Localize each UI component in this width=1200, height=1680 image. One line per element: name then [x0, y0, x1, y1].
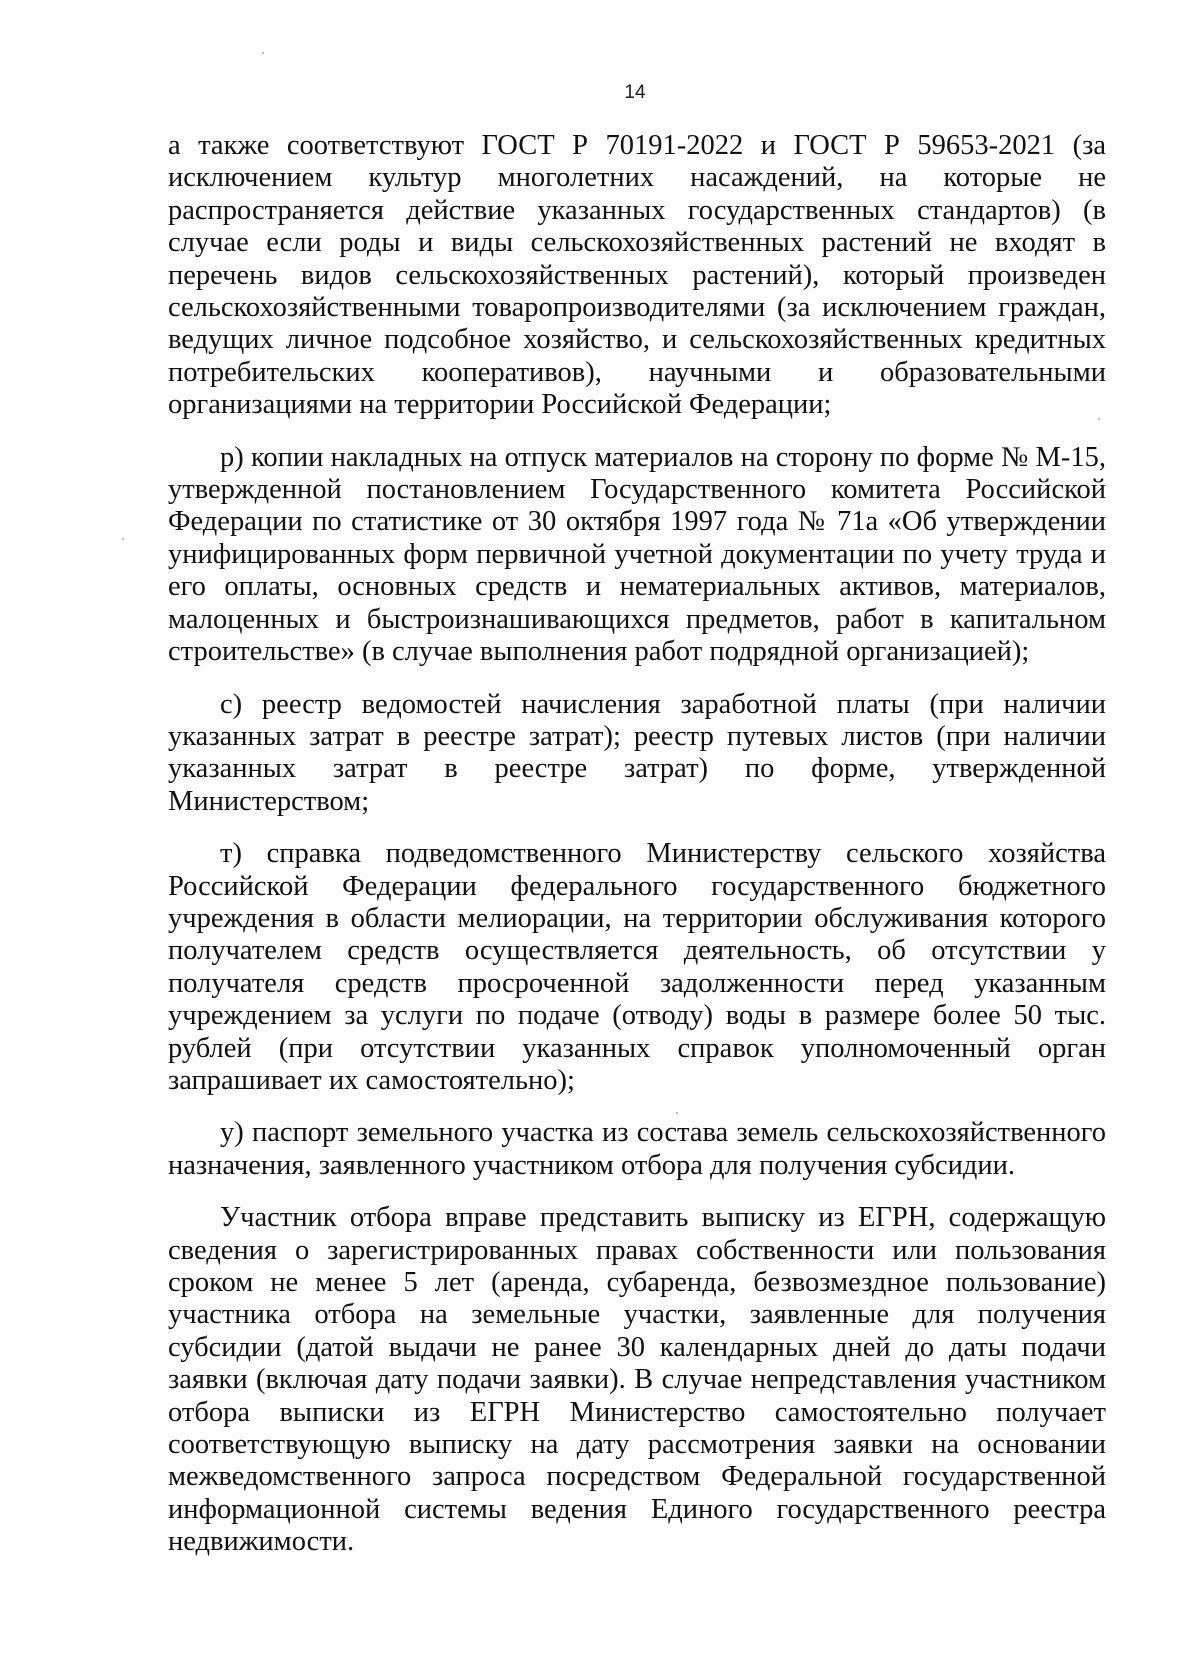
scan-speck: [262, 52, 264, 54]
paragraph-continuation: а также соответствуют ГОСТ Р 70191-2022 и ГОСТ Р 59653-2021 (за исключением культур многолетних насаждений, на которые не распространяется действие указанных государственных стандартов) (в случае если роды и виды сельскохозяйственных растений не входят в перечень видов сельскохозяйственных растений), который произведен сельскохозяйственными товаропроизводителями (за исключением граждан, ведущих личное подсобное хозяйство, и сельскохозяйственных кредитных потребительских кооперативов), научными и образовательными организациями на территории Российской Федерации;: [168, 130, 1106, 421]
paragraph-item-u: у) паспорт земельного участка из состава земель сельскохозяйственного назначения, заявленного участником отбора для получения субсидии.: [168, 1117, 1106, 1181]
scan-speck: [122, 538, 124, 540]
paragraph-item-s: с) реестр ведомостей начисления заработной платы (при наличии указанных затрат в реестре затрат); реестр путевых листов (при наличии указанных затрат в реестре затрат) по форме, утвержденной Министерством;: [168, 688, 1106, 817]
document-body: [168, 130, 1106, 1559]
paragraph-item-r: р) копии накладных на отпуск материалов на сторону по форме № М-15, утвержденной постановлением Государственного комитета Российской Федерации по статистике от 30 октября 1997 года № 71а «Об утверждении унифицированных форм первичной учетной документации по учету труда и его оплаты, основных средств и нематериальных активов, материалов, малоценных и быстроизнашивающихся предметов, работ в капитальном строительстве» (в случае выполнения работ подрядной организацией);: [168, 441, 1106, 668]
paragraph-egrn: Участник отбора вправе представить выписку из ЕГРН, содержащую сведения о зарегистрированных правах собственности или пользования сроком не менее 5 лет (аренда, субаренда, безвозмездное пользование) участника отбора на земельные участки, заявленные для получения субсидии (датой выдачи не ранее 30 календарных дней до даты подачи заявки (включая дату подачи заявки). В случае непредставления участником отбора выписки из ЕГРН Министерство самостоятельно получает соответствующую выписку на дату рассмотрения заявки на основании межведомственного запроса посредством Федеральной государственной информационной системы ведения Единого государственного реестра недвижимости.: [168, 1202, 1106, 1558]
paragraph-item-t: т) справка подведомственного Министерству сельского хозяйства Российской Федерации федерального государственного бюджетного учреждения в области мелиорации, на территории обслуживания которого получателем средств осуществляется деятельность, об отсутствии у получателя средств просроченной задолженности перед указанным учреждением за услуги по подаче (отводу) воды в размере более 50 тыс. рублей (при отсутствии указанных справок уполномоченный орган запрашивает их самостоятельно);: [168, 838, 1106, 1096]
page-number: 14: [624, 82, 646, 103]
